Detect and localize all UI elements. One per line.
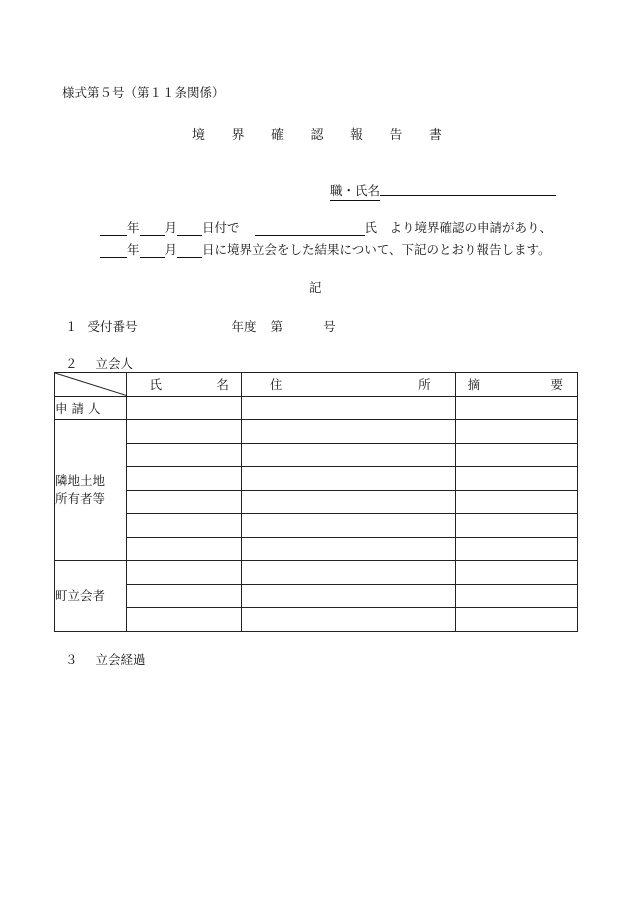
title-char: 確 — [270, 128, 284, 143]
table-row — [55, 514, 578, 538]
header-name: 氏 名 — [127, 373, 241, 397]
year-text: 年 — [127, 220, 140, 235]
fiscal-year-label: 年度 — [231, 319, 257, 334]
section-1 — [65, 317, 336, 335]
table-row — [55, 443, 578, 467]
body-line-2 — [100, 240, 551, 258]
title-char: 認 — [310, 128, 324, 143]
table-cell[interactable] — [455, 467, 577, 491]
table-cell[interactable] — [127, 608, 241, 632]
table-row — [55, 467, 578, 491]
go-label: 号 — [323, 319, 336, 334]
table-cell[interactable] — [127, 443, 241, 467]
report-sentence: 日に境界立会をした結果について、下記のとおり報告します。 — [202, 242, 551, 257]
diagonal-header-cell — [55, 373, 127, 397]
witness-table — [54, 372, 578, 632]
body-line-1 — [100, 218, 552, 236]
table-cell[interactable] — [455, 584, 577, 608]
table-cell[interactable] — [455, 537, 577, 561]
table-row — [55, 537, 578, 561]
table-cell[interactable] — [241, 490, 455, 514]
reporter-blank[interactable] — [380, 181, 556, 196]
reporter-label: 職・氏名 — [330, 181, 380, 201]
table-cell[interactable] — [127, 420, 241, 444]
reporter-field — [330, 181, 556, 201]
title-char: 境 — [192, 128, 206, 143]
table-cell[interactable] — [241, 537, 455, 561]
table-cell[interactable] — [241, 396, 455, 420]
title-char: 報 — [349, 128, 363, 143]
section-3-number: ３ — [65, 652, 78, 667]
table-cell[interactable] — [127, 537, 241, 561]
ki-label: 記 — [309, 280, 322, 295]
applicant-suffix: 氏 より境界確認の申請があり、 — [364, 220, 553, 235]
title-char: 告 — [389, 128, 403, 143]
table-cell[interactable] — [241, 561, 455, 585]
applicant-name-blank[interactable] — [255, 222, 365, 236]
table-cell[interactable] — [455, 396, 577, 420]
table-cell[interactable] — [127, 584, 241, 608]
table-cell[interactable] — [127, 514, 241, 538]
title-char: 界 — [231, 128, 245, 143]
section-3-label: 立会経過 — [95, 652, 146, 667]
table-row — [55, 561, 578, 585]
table-header-row — [55, 373, 578, 397]
section-2-label: 立会人 — [95, 356, 133, 371]
year-blank[interactable] — [100, 244, 127, 258]
applicant-label: 申請人 — [55, 396, 127, 420]
header-remarks: 摘 要 — [455, 373, 577, 397]
table-row — [55, 490, 578, 514]
table-row — [55, 608, 578, 632]
table-cell[interactable] — [455, 608, 577, 632]
table-cell[interactable] — [241, 608, 455, 632]
table-row — [55, 420, 578, 444]
table-cell[interactable] — [455, 420, 577, 444]
table-cell[interactable] — [241, 514, 455, 538]
month-text: 月 — [164, 220, 178, 235]
section-2 — [65, 354, 133, 372]
month-blank[interactable] — [140, 244, 165, 258]
diagonal-line-icon — [55, 373, 126, 396]
form-number: 様式第５号（第１１条関係） — [62, 85, 225, 100]
table-cell[interactable] — [241, 443, 455, 467]
section-3 — [65, 650, 146, 668]
day-text: 日付で — [202, 220, 240, 235]
table-cell[interactable] — [455, 514, 577, 538]
table-cell[interactable] — [127, 490, 241, 514]
month-text: 月 — [164, 242, 178, 257]
table-cell[interactable] — [455, 443, 577, 467]
header-address: 住 所 — [241, 373, 455, 397]
table-cell[interactable] — [127, 396, 241, 420]
table-cell[interactable] — [241, 467, 455, 491]
table-cell[interactable] — [241, 584, 455, 608]
section-1-label: 受付番号 — [87, 319, 138, 334]
table-row — [55, 584, 578, 608]
table-cell[interactable] — [241, 420, 455, 444]
table-cell[interactable] — [127, 561, 241, 585]
table-row — [55, 396, 578, 420]
year-text: 年 — [127, 242, 140, 257]
table-cell[interactable] — [455, 561, 577, 585]
document-title — [192, 124, 442, 143]
section-2-number: ２ — [65, 356, 78, 371]
neighbor-owner-label: 隣地土地 所有者等 — [55, 420, 127, 561]
table-cell[interactable] — [455, 490, 577, 514]
town-witness-label: 町立会者 — [55, 561, 127, 632]
title-char: 書 — [428, 128, 442, 143]
day-blank[interactable] — [177, 222, 202, 236]
table-cell[interactable] — [127, 467, 241, 491]
dai-label: 第 — [270, 319, 284, 334]
day-blank[interactable] — [177, 244, 202, 258]
month-blank[interactable] — [140, 222, 165, 236]
section-1-number: １ — [65, 319, 78, 334]
year-blank[interactable] — [100, 222, 127, 236]
